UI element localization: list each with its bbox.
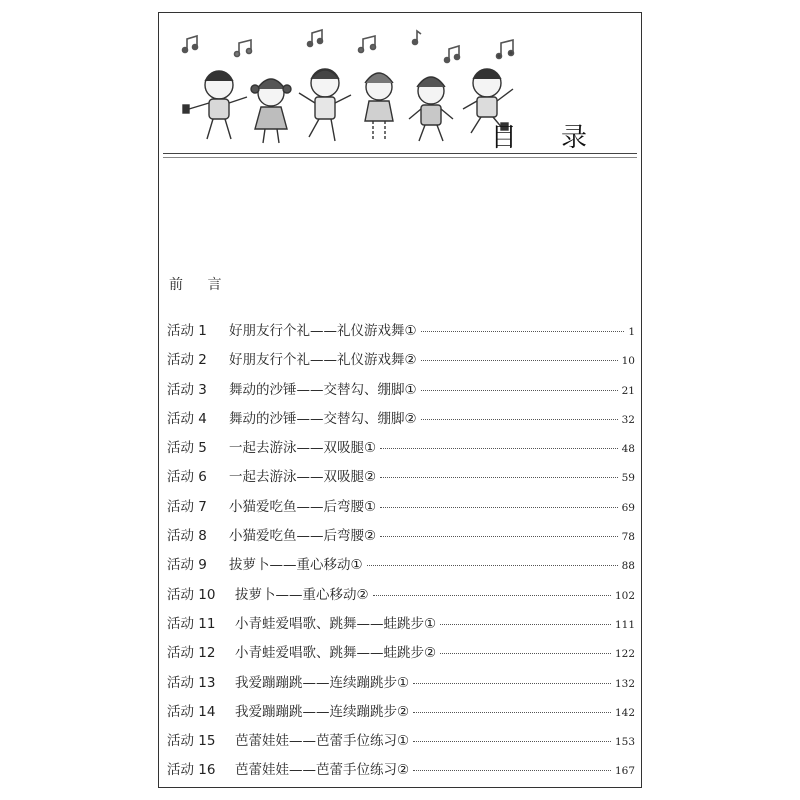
toc-activity-title: 一起去游泳——双吸腿① <box>229 440 377 457</box>
toc-activity-title: 芭蕾娃娃——芭蕾手位练习② <box>235 762 410 779</box>
toc-activity-title: 我爱蹦蹦跳——连续蹦跳步② <box>235 703 410 720</box>
toc-activity-title: 我爱蹦蹦跳——连续蹦跳步① <box>235 674 410 691</box>
toc-leader-dots <box>373 595 611 596</box>
child-figure-icon <box>299 69 351 141</box>
toc-page-number: 142 <box>614 706 635 719</box>
dancing-children-illustration <box>167 19 527 149</box>
toc-entry[interactable] <box>167 436 635 465</box>
child-figure-icon <box>409 77 453 141</box>
toc-page-number: 48 <box>621 443 635 456</box>
child-figure-icon <box>183 71 247 139</box>
toc-leader-dots <box>440 653 611 654</box>
toc-leader-dots <box>421 331 625 332</box>
toc-activity-title: 小青蛙爱唱歌、跳舞——蛙跳步① <box>235 615 437 632</box>
toc-activity-label: 活动 7 <box>167 498 207 515</box>
music-note-icon <box>359 36 376 53</box>
toc-activity-title: 芭蕾娃娃——芭蕾手位练习① <box>235 733 410 750</box>
toc-leader-dots <box>413 741 611 742</box>
toc-activity-title: 好朋友行个礼——礼仪游戏舞② <box>229 352 417 369</box>
header-divider <box>163 153 637 154</box>
toc-activity-label: 活动 3 <box>167 381 207 398</box>
toc-page-number: 88 <box>621 560 635 573</box>
header-divider-secondary <box>163 157 637 158</box>
toc-page-number: 10 <box>621 355 635 368</box>
toc-leader-dots <box>380 477 618 478</box>
toc-page-number: 78 <box>621 531 635 544</box>
toc-activity-label: 活动 9 <box>167 557 207 574</box>
toc-page-number: 122 <box>614 648 635 661</box>
toc-activity-label: 活动 2 <box>167 352 207 369</box>
toc-entry[interactable] <box>167 348 635 377</box>
toc-page-number: 132 <box>614 677 635 690</box>
toc-page-number: 21 <box>621 384 635 397</box>
table-of-contents <box>167 319 635 788</box>
toc-activity-title: 一起去游泳——双吸腿② <box>229 469 377 486</box>
toc-activity-title: 舞动的沙锤——交替勾、绷脚① <box>229 381 417 398</box>
toc-leader-dots <box>380 448 618 449</box>
toc-entry[interactable] <box>167 729 635 758</box>
toc-entry[interactable] <box>167 378 635 407</box>
toc-page-number: 111 <box>614 618 635 631</box>
music-note-icon <box>235 40 252 57</box>
toc-entry[interactable] <box>167 612 635 641</box>
toc-activity-label: 活动 8 <box>167 528 207 545</box>
toc-leader-dots <box>413 770 611 771</box>
toc-leader-dots <box>367 565 618 566</box>
toc-activity-label: 活动 10 <box>167 586 216 603</box>
toc-activity-label: 活动 16 <box>167 762 216 779</box>
page-title: 目 录 <box>490 123 605 153</box>
child-figure-icon <box>251 79 291 143</box>
toc-entry[interactable] <box>167 583 635 612</box>
toc-entry[interactable] <box>167 495 635 524</box>
music-note-icon <box>497 40 514 59</box>
toc-entry[interactable] <box>167 524 635 553</box>
toc-activity-title: 好朋友行个礼——礼仪游戏舞① <box>229 323 417 339</box>
toc-activity-label: 活动 5 <box>167 440 207 457</box>
toc-page-number: 59 <box>621 472 635 485</box>
toc-entry[interactable] <box>167 319 635 348</box>
toc-entry[interactable] <box>167 641 635 670</box>
toc-activity-title: 小猫爱吃鱼——后弯腰② <box>229 528 377 545</box>
toc-entry[interactable] <box>167 465 635 494</box>
toc-leader-dots <box>413 712 611 713</box>
toc-activity-label: 活动 4 <box>167 410 207 427</box>
child-figure-icon <box>365 73 393 139</box>
toc-activity-title: 舞动的沙锤——交替勾、绷脚② <box>229 410 417 427</box>
toc-page-number: 32 <box>621 413 635 426</box>
toc-activity-label: 活动 14 <box>167 703 216 720</box>
music-note-icon <box>308 30 323 47</box>
toc-activity-title: 拔萝卜——重心移动① <box>229 557 363 574</box>
music-note-icon <box>183 36 198 53</box>
toc-leader-dots <box>421 360 618 361</box>
toc-activity-label: 活动 15 <box>167 733 216 750</box>
toc-entry[interactable] <box>167 700 635 729</box>
toc-page-number: 167 <box>614 765 635 778</box>
toc-entry[interactable] <box>167 671 635 700</box>
toc-entry[interactable] <box>167 758 635 787</box>
toc-page-number: 102 <box>614 589 635 602</box>
toc-page-number: 1 <box>628 326 635 338</box>
toc-activity-label: 活动 1 <box>167 323 207 339</box>
book-page <box>158 12 642 788</box>
toc-page-number: 69 <box>621 501 635 514</box>
toc-leader-dots <box>413 683 611 684</box>
toc-activity-label: 活动 13 <box>167 674 216 691</box>
toc-activity-label: 活动 6 <box>167 469 207 486</box>
toc-page-number: 153 <box>614 736 635 749</box>
toc-leader-dots <box>380 536 618 537</box>
toc-leader-dots <box>421 390 618 391</box>
preface-link[interactable]: 前 言 <box>169 277 232 293</box>
toc-leader-dots <box>421 419 618 420</box>
toc-entry[interactable] <box>167 553 635 582</box>
toc-activity-label: 活动 11 <box>167 615 216 632</box>
toc-leader-dots <box>440 624 611 625</box>
toc-activity-title: 小猫爱吃鱼——后弯腰① <box>229 498 377 515</box>
music-note-icon <box>445 46 460 63</box>
music-note-icon <box>413 31 422 45</box>
toc-activity-label: 活动 12 <box>167 645 216 662</box>
toc-activity-title: 拔萝卜——重心移动② <box>235 586 369 603</box>
toc-entry[interactable] <box>167 407 635 436</box>
toc-leader-dots <box>380 507 618 508</box>
toc-activity-title: 小青蛙爱唱歌、跳舞——蛙跳步② <box>235 645 437 662</box>
